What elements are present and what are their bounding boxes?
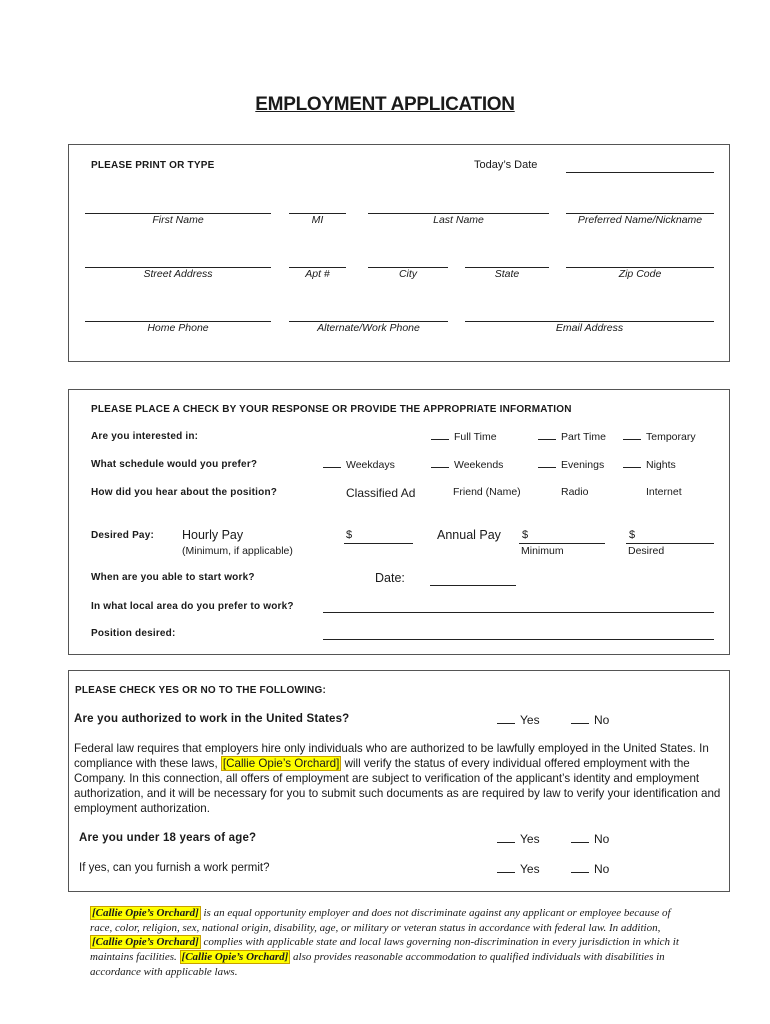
hourly-pay-label: Hourly Pay (182, 528, 244, 542)
checkbox-blank[interactable] (497, 714, 515, 724)
eeo-statement: [Callie Opie’s Orchard] is an equal opportunity employer and does not discriminate against any applicant or employee because of race, color, religion, sex, national origin, disability, age, or military or veteran status in accordance with federal law. In addition, [Callie Opie’s Orchard] complies with applicable state and local laws governing non-discrimination in every jurisdiction in which it maintains facilities. [Callie Opie’s Orchard] also provides reasonable accommodation to qualified individuals with disabilities in accordance with applicable laws. (90, 907, 679, 978)
todays-date-field[interactable] (566, 172, 714, 173)
start-date-field[interactable] (430, 585, 516, 586)
yes-no-heading: PLEASE CHECK YES OR NO TO THE FOLLOWING: (75, 685, 326, 696)
area-question: In what local area do you prefer to work? (91, 601, 294, 612)
annual-min-dollar: $ (522, 529, 529, 541)
company-name-highlight: [Callie Opie’s Orchard] (92, 907, 199, 919)
annual-min-field[interactable] (519, 543, 605, 544)
work-permit-no[interactable]: No (571, 862, 609, 876)
print-or-type-heading: PLEASE PRINT OR TYPE (91, 160, 215, 171)
hear-question: How did you hear about the position? (91, 487, 278, 498)
annual-pay-label: Annual Pay (437, 528, 501, 542)
hourly-dollar: $ (346, 529, 353, 541)
position-info-section (68, 389, 730, 655)
evenings-option[interactable]: Evenings (538, 458, 604, 471)
under-18-no[interactable]: No (571, 832, 609, 846)
annual-desired-dollar: $ (629, 529, 636, 541)
checkbox-blank[interactable] (497, 863, 515, 873)
position-field[interactable] (323, 639, 714, 640)
authorized-question: Are you authorized to work in the United States? (74, 713, 350, 725)
desired-pay-question: Desired Pay: (91, 530, 154, 541)
state-caption: State (494, 268, 520, 280)
annual-desired-field[interactable] (626, 543, 714, 544)
checkbox-blank[interactable] (571, 833, 589, 843)
home-phone-caption: Home Phone (147, 322, 209, 334)
nights-option[interactable]: Nights (623, 458, 676, 471)
checkbox-blank[interactable] (571, 863, 589, 873)
part-time-option[interactable]: Part Time (538, 430, 606, 443)
weekdays-option[interactable]: Weekdays (323, 458, 395, 471)
mi-caption: MI (311, 214, 324, 226)
city-caption: City (398, 268, 418, 280)
desired-caption: Desired (628, 545, 665, 557)
full-time-option[interactable]: Full Time (431, 430, 497, 443)
under-18-yes[interactable]: Yes (497, 832, 540, 846)
company-name-highlight: [Callie Opie’s Orchard] (181, 951, 289, 964)
checkbox-blank[interactable] (623, 430, 641, 440)
internet-option[interactable]: Internet (646, 486, 682, 498)
under-18-question: Are you under 18 years of age? (79, 832, 257, 844)
weekends-option[interactable]: Weekends (431, 458, 503, 471)
apt-caption: Apt # (305, 268, 330, 280)
company-name-highlight: [Callie Opie’s Orchard] (92, 936, 199, 949)
friend-option[interactable]: Friend (Name) (453, 486, 521, 498)
start-date-label: Date: (375, 571, 405, 585)
minimum-caption: Minimum (521, 545, 564, 557)
checkbox-blank[interactable] (497, 833, 515, 843)
last-name-caption: Last Name (433, 214, 484, 226)
checkbox-blank[interactable] (538, 458, 556, 468)
authorized-yes[interactable]: Yes (497, 713, 540, 727)
area-field[interactable] (323, 612, 714, 613)
zip-caption: Zip Code (618, 268, 662, 280)
checkbox-blank[interactable] (323, 458, 341, 468)
work-permit-yes[interactable]: Yes (497, 862, 540, 876)
interested-question: Are you interested in: (91, 431, 199, 442)
start-question: When are you able to start work? (91, 572, 255, 583)
hourly-pay-field[interactable] (344, 543, 413, 544)
checkbox-blank[interactable] (431, 430, 449, 440)
position-question: Position desired: (91, 628, 176, 639)
checkbox-blank[interactable] (623, 458, 641, 468)
radio-option[interactable]: Radio (561, 486, 589, 498)
schedule-question: What schedule would you prefer? (91, 459, 258, 470)
federal-law-paragraph: Federal law requires that employers hire only individuals who are authorized to be lawfully employed in the United States. In compliance with these laws, [Callie Opie’s Orchard] will verify the status of every individual offered employment with the Company. In this connection, all offers of employment are subject to verification of the applicant’s identity and employment authorization, and it will be necessary for you to submit such documents as are required by law to verify your identification and employment authorization. (74, 742, 721, 815)
alt-phone-caption: Alternate/Work Phone (317, 322, 420, 334)
temporary-option[interactable]: Temporary (623, 430, 696, 443)
check-response-heading: PLEASE PLACE A CHECK BY YOUR RESPONSE OR PROVIDE THE APPROPRIATE INFORMATION (91, 404, 572, 415)
authorized-no[interactable]: No (571, 713, 609, 727)
hourly-note: (Minimum, if applicable) (182, 545, 293, 557)
first-name-caption: First Name (152, 214, 204, 226)
checkbox-blank[interactable] (431, 458, 449, 468)
work-permit-question: If yes, can you furnish a work permit? (79, 862, 270, 874)
company-name-highlight: [Callie Opie’s Orchard] (222, 757, 340, 770)
street-address-caption: Street Address (143, 268, 213, 280)
email-caption: Email Address (555, 322, 624, 334)
checkbox-blank[interactable] (538, 430, 556, 440)
page-title: EMPLOYMENT APPLICATION (255, 94, 515, 115)
checkbox-blank[interactable] (571, 714, 589, 724)
classified-ad-option[interactable]: Classified Ad (346, 486, 416, 500)
nickname-caption: Preferred Name/Nickname (577, 214, 703, 226)
todays-date-label: Today’s Date (474, 159, 538, 171)
